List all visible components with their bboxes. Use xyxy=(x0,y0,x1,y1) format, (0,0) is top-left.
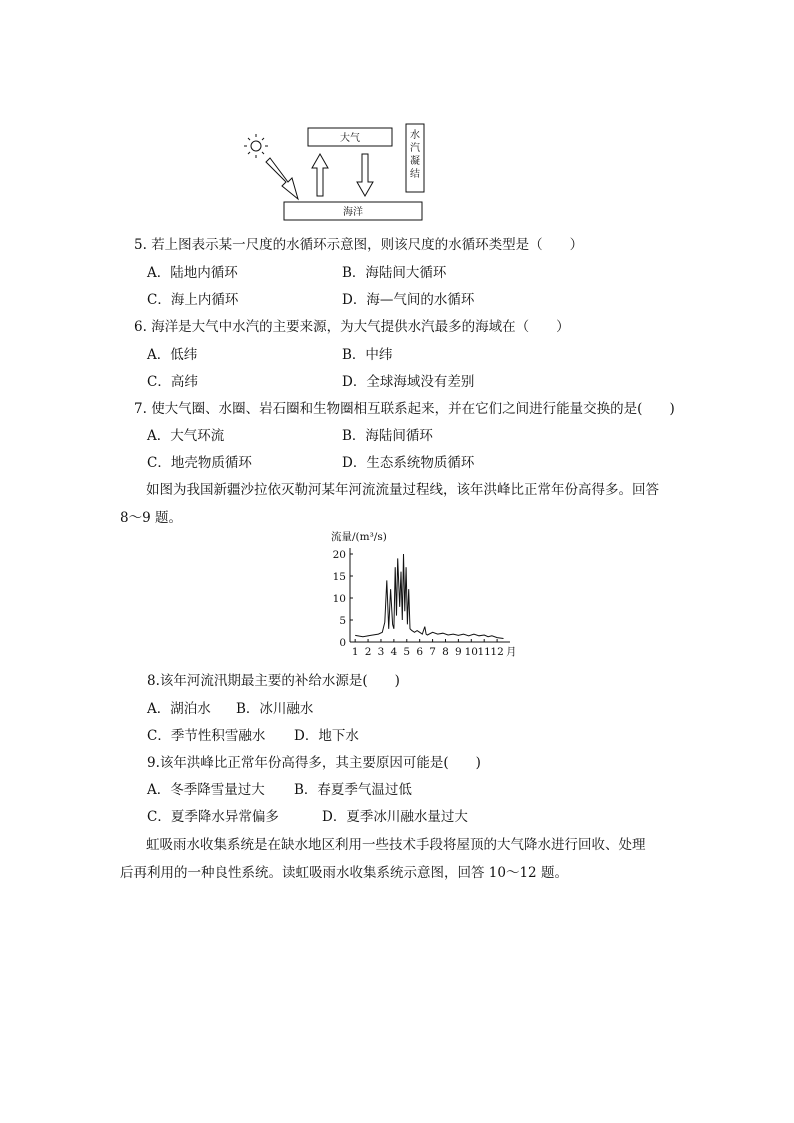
y-axis-label: 流量/(m³/s) xyxy=(331,531,387,543)
sun-icon xyxy=(244,134,268,158)
y-tick-labels xyxy=(333,549,346,649)
condensation-char-4: 结 xyxy=(410,169,420,180)
precipitation-arrow-icon xyxy=(357,154,373,196)
x-tick-label: 11 xyxy=(477,646,491,658)
chart-axes xyxy=(350,548,510,642)
condensation-char-1: 水 xyxy=(410,130,420,141)
question-5-option-a: A．陆地内循环 xyxy=(147,265,238,281)
evaporation-arrow-icon xyxy=(312,154,328,196)
question-5-option-d: D．海—气间的水循环 xyxy=(342,292,475,308)
question-9-option-b: B．春夏季气温过低 xyxy=(294,782,412,798)
question-7 xyxy=(134,397,675,417)
question-6-option-a: A．低纬 xyxy=(147,347,198,363)
x-tick-label: 12 xyxy=(490,646,504,658)
x-tick-label: 4 xyxy=(390,646,398,658)
question-text: 若上图表示某一尺度的水循环示意图，则该尺度的水循环类型是（ ） xyxy=(151,237,584,253)
y-tick-label: 0 xyxy=(339,637,346,649)
question-text: 该年洪峰比正常年份高得多，其主要原因可能是( ) xyxy=(159,755,481,771)
x-tick-label: 8 xyxy=(442,646,449,658)
question-8-option-d: D．地下水 xyxy=(294,728,359,744)
question-9-option-a: A．冬季降雪量过大 xyxy=(147,782,265,798)
water-cycle-diagram xyxy=(240,120,440,226)
question-5 xyxy=(134,233,583,253)
question-7-option-c: C．地壳物质循环 xyxy=(147,455,252,471)
x-tick-label: 10 xyxy=(464,646,478,658)
intro-8-9-line-1: 如图为我国新疆沙拉依灭勒河某年河流流量过程线，该年洪峰比正常年份高得多。回答 xyxy=(146,482,659,498)
question-8-option-a: A．湖泊水 xyxy=(147,701,211,717)
question-text: 该年河流汛期最主要的补给水源是( ) xyxy=(159,673,400,689)
y-tick-label: 20 xyxy=(332,549,346,561)
x-tick-labels xyxy=(352,646,504,658)
question-number: 8. xyxy=(147,673,160,689)
intro-8-9-line-2: 8～9 题。 xyxy=(120,510,182,526)
intro-10-12-line-1: 虹吸雨水收集系统是在缺水地区利用一些技术手段将屋顶的大气降水进行回收、处理 xyxy=(146,837,646,853)
x-tick-label: 1 xyxy=(351,646,359,658)
condensation-char-3: 凝 xyxy=(410,156,420,167)
atmosphere-label: 大气 xyxy=(340,133,360,144)
x-tick-label: 3 xyxy=(377,646,385,658)
question-7-option-d: D．生态系统物质循环 xyxy=(342,455,475,471)
question-9-option-d: D．夏季冰川融水量过大 xyxy=(322,809,468,825)
question-9-option-c: C．夏季降水异常偏多 xyxy=(147,809,279,825)
series-line xyxy=(355,554,503,639)
y-tick-label: 10 xyxy=(332,593,346,605)
ocean-label: 海洋 xyxy=(343,207,363,218)
question-6-option-d: D．全球海域没有差别 xyxy=(342,374,475,390)
question-7-option-b: B．海陆间循环 xyxy=(342,428,433,444)
river-flow-chart xyxy=(325,526,525,660)
x-tick-label: 2 xyxy=(364,646,372,658)
question-8-option-c: C．季节性积雪融水 xyxy=(147,728,266,744)
question-number: 7. xyxy=(134,401,147,417)
question-5-option-b: B．海陆间大循环 xyxy=(342,265,447,281)
question-8-option-b: B．冰川融水 xyxy=(236,701,314,717)
question-text: 海洋是大气中水汽的主要来源，为大气提供水汽最多的海域在（ ） xyxy=(151,319,570,335)
question-number: 5. xyxy=(134,237,147,253)
question-7-option-a: A．大气环流 xyxy=(147,428,225,444)
solar-radiation-arrow-icon xyxy=(266,158,298,199)
question-number: 9. xyxy=(147,755,160,771)
question-6-option-c: C．高纬 xyxy=(147,374,198,390)
x-tick-label: 5 xyxy=(403,646,411,658)
condensation-char-2: 汽 xyxy=(410,143,420,154)
question-6 xyxy=(134,315,570,335)
question-9 xyxy=(147,751,481,771)
x-axis-label: 月 xyxy=(506,646,517,658)
x-tick-label: 7 xyxy=(429,646,436,658)
question-5-option-c: C．海上内循环 xyxy=(147,292,239,308)
question-number: 6. xyxy=(134,319,147,335)
question-8 xyxy=(147,669,400,689)
y-tick-label: 5 xyxy=(339,615,346,627)
question-text: 使大气圈、水圈、岩石圈和生物圈相互联系起来，并在它们之间进行能量交换的是( ) xyxy=(151,401,675,417)
intro-10-12-line-2: 后再利用的一种良性系统。读虹吸雨水收集系统示意图，回答 10～12 题。 xyxy=(120,865,568,881)
y-tick-label: 15 xyxy=(332,571,346,583)
question-6-option-b: B．中纬 xyxy=(342,347,393,363)
x-tick-label: 9 xyxy=(455,646,462,658)
x-tick-label: 6 xyxy=(416,646,424,658)
